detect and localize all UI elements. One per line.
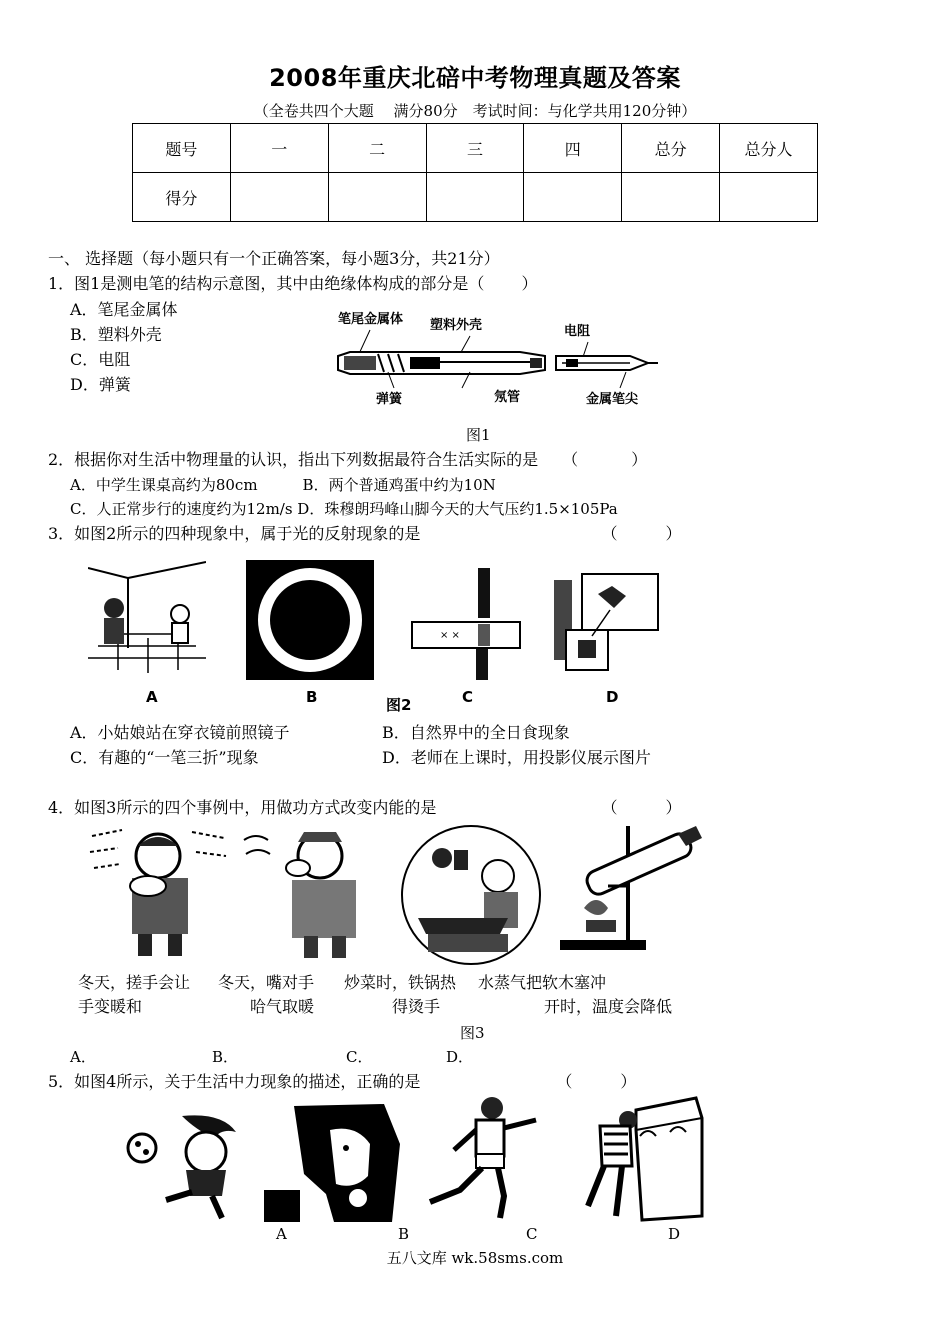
fig3b-caption-line-1: 冬天，嘴对手 (218, 973, 315, 992)
fig1-label: 电阻 (564, 324, 591, 339)
fig4-label-a: A (276, 1225, 287, 1243)
fig1-label: 弹簧 (376, 392, 403, 407)
question-1-stem: 1．图1是测电笔的结构示意图，其中由绝缘体构成的部分是（ ） (48, 274, 538, 293)
fig2-label-c: C (462, 688, 474, 706)
frying-pan-illustration (398, 824, 544, 966)
fig3b-caption-line-2: 哈气取暖 (250, 997, 315, 1016)
table-cell: 题号 (133, 124, 231, 173)
fig2-label-b: B (306, 688, 318, 706)
fig3d-caption-line-1: 水蒸气把软木塞冲 (478, 973, 607, 992)
figure-2-caption: 图2 (386, 696, 412, 714)
q1-option-d: D．弹簧 (70, 375, 131, 394)
score-input-cell[interactable] (720, 173, 818, 222)
kicking-ball-illustration (126, 1112, 246, 1222)
score-input-cell[interactable] (426, 173, 524, 222)
table-cell: 总分 (622, 124, 720, 173)
fig2-label-d: D (606, 688, 619, 706)
figure-4c-runner (420, 1094, 548, 1222)
fig3d-caption-line-2: 开时，温度会降低 (544, 997, 673, 1016)
fig3c-caption-line-1: 炒菜时，铁锅热 (344, 973, 457, 992)
fig1-label: 金属笔尖 (586, 392, 639, 407)
fig2-label-a: A (146, 688, 158, 706)
figure-2d-projector (552, 570, 660, 680)
q4-option-c: C． (346, 1048, 373, 1066)
q2-options-line-2: C．人正常步行的速度约为12m/s D．珠穆朗玛峰山脚今天的大气压约1.5×105Pa (70, 500, 618, 518)
pencil-illustration (404, 568, 522, 680)
fig1-label: 氖管 (494, 390, 521, 405)
eclipse-illustration (246, 560, 374, 680)
q3-option-d: D．老师在上课时，用投影仪展示图片 (382, 748, 651, 767)
q3-option-b: B．自然界中的全日食现象 (382, 723, 570, 742)
steam-cork-illustration (556, 822, 706, 962)
table-cell: 总分人 (720, 124, 818, 173)
pushing-box-illustration (576, 1096, 704, 1222)
projector-illustration (552, 570, 660, 680)
score-input-cell[interactable] (230, 173, 328, 222)
q3-option-c: C．有趣的“一笔三折”现象 (70, 748, 259, 767)
figure-1-caption: 图1 (466, 426, 491, 444)
fig3a-caption-line-1: 冬天，搓手会让 (78, 973, 191, 992)
q4-option-d: D． (446, 1048, 474, 1066)
figure-3b-breathing-on-hands (240, 822, 382, 962)
score-input-cell[interactable] (524, 173, 622, 222)
fig1-label: 塑料外壳 (430, 318, 483, 333)
q4-option-b: B． (212, 1048, 239, 1066)
q3-option-a: A．小姑娘站在穿衣镜前照镜子 (70, 723, 290, 742)
figure-3a-rubbing-hands (88, 822, 228, 962)
svg-text:× ×: × × (440, 630, 460, 641)
question-2-stem: 2．根据你对生活中物理量的认识，指出下列数据最符合生活实际的是 （ ） (48, 450, 648, 469)
fig3a-caption-line-2: 手变暖和 (78, 997, 143, 1016)
figure-3-caption: 图3 (460, 1024, 485, 1042)
fig4-label-c: C (526, 1225, 538, 1243)
figure-3c-frying-pan (398, 824, 544, 966)
fig3c-caption-line-2: 得烫手 (392, 997, 441, 1016)
figure-3d-steam-cork (556, 822, 706, 962)
table-cell: 二 (328, 124, 426, 173)
figure-4b-person (264, 1104, 406, 1222)
exam-subtitle: （全卷共四个大题 满分80分 考试时间：与化学共用120分钟） (253, 102, 697, 120)
figure-4d-pushing-box (576, 1096, 704, 1222)
test-pen-drawing (330, 326, 660, 390)
figure-4a-kicking-ball (126, 1112, 246, 1222)
runner-illustration (420, 1094, 548, 1222)
figure-2a-mirror (88, 558, 206, 680)
table-cell: 三 (426, 124, 524, 173)
page-footer: 五八文库 wk.58sms.com (386, 1249, 564, 1267)
fig4-label-d: D (668, 1225, 681, 1243)
page-title: 2008年重庆北碚中考物理真题及答案 (269, 64, 681, 92)
score-table-score-row (133, 173, 818, 222)
rubbing-hands-illustration (88, 822, 228, 962)
table-cell: 四 (524, 124, 622, 173)
q2-options-line-1: A．中学生课桌高约为80cm B．两个普通鸡蛋中约为10N (70, 476, 496, 494)
q1-option-b: B．塑料外壳 (70, 325, 162, 344)
figure-2b-solar-eclipse (246, 560, 374, 680)
q1-option-c: C．电阻 (70, 350, 131, 369)
score-input-cell[interactable] (622, 173, 720, 222)
figure-1-test-pen (330, 308, 660, 408)
score-table (132, 123, 818, 222)
section-heading: 一、 选择题（每小题只有一个正确答案，每小题3分，共21分） (48, 249, 500, 268)
table-cell: 一 (230, 124, 328, 173)
table-cell: 得分 (133, 173, 231, 222)
score-input-cell[interactable] (328, 173, 426, 222)
q4-option-a: A． (70, 1048, 96, 1066)
mirror-illustration (88, 558, 206, 680)
question-3-stem: 3．如图2所示的四种现象中，属于光的反射现象的是 （ ） (48, 524, 682, 543)
fig4-label-b: B (398, 1225, 410, 1243)
score-table-header-row (133, 124, 818, 173)
question-5-stem: 5．如图4所示，关于生活中力现象的描述，正确的是 （ ） (48, 1072, 637, 1091)
breathing-illustration (240, 822, 382, 962)
figure-2c-pencil-refraction (404, 568, 522, 680)
question-4-stem: 4．如图3所示的四个事例中，用做功方式改变内能的是 （ ） (48, 798, 682, 817)
fig1-label: 笔尾金属体 (338, 312, 404, 327)
person-illustration (264, 1104, 406, 1222)
q1-option-a: A．笔尾金属体 (70, 300, 178, 319)
